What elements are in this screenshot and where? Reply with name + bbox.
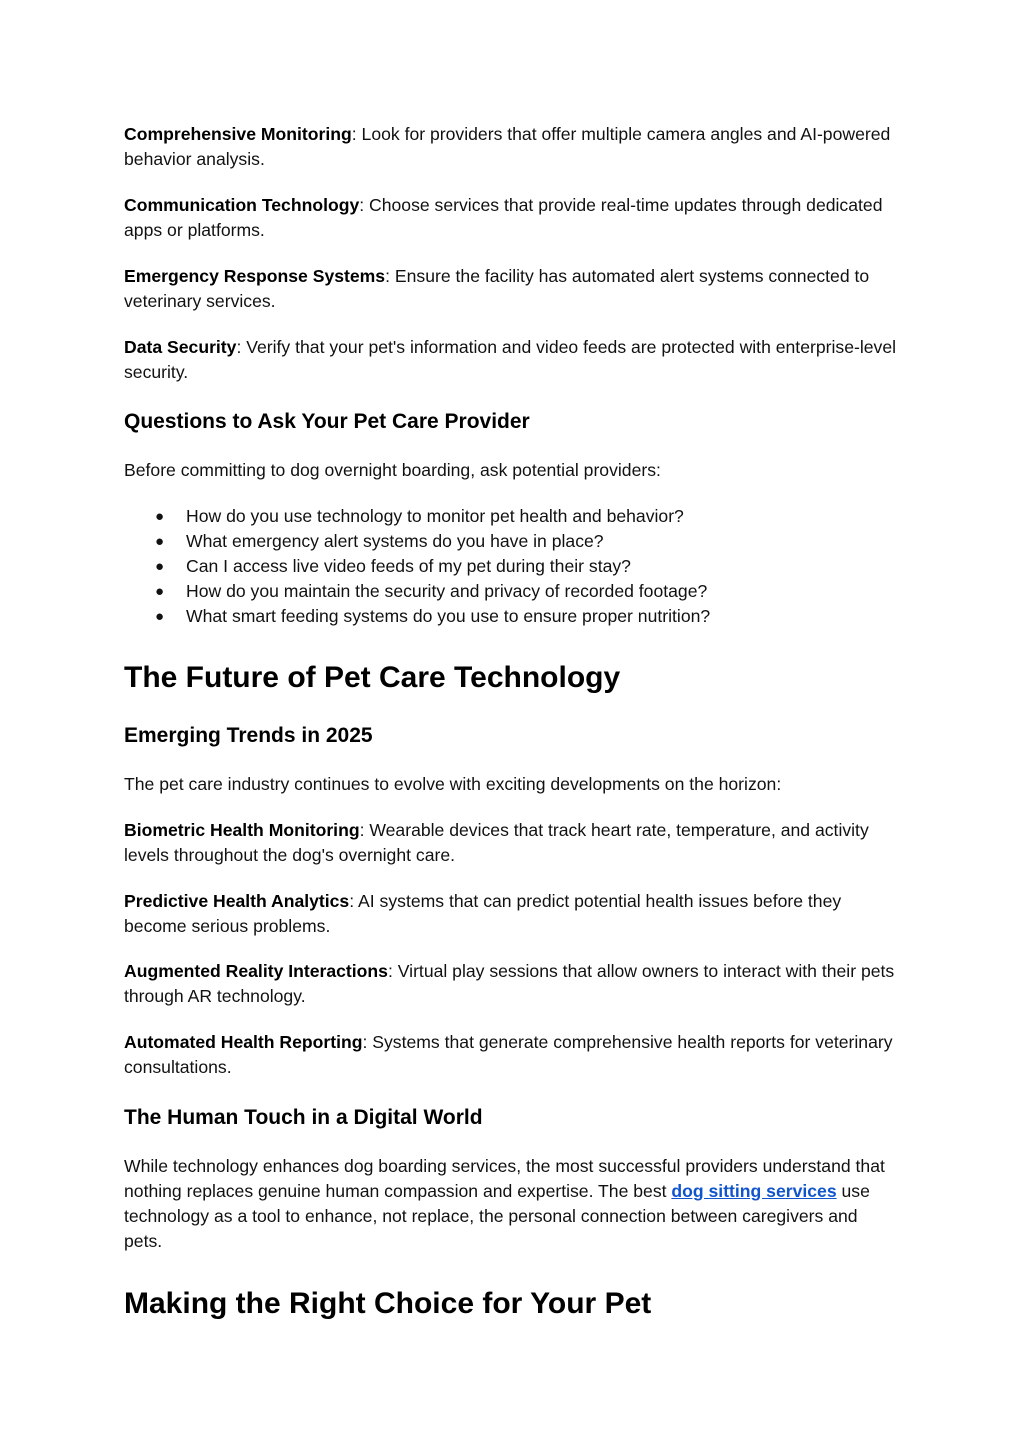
list-item: ● What smart feeding systems do you use to ensure proper nutrition? <box>124 604 900 629</box>
bullet-icon: ● <box>155 583 165 600</box>
feature-paragraph <box>124 264 900 314</box>
trend-description: : AI systems that can predict potential health issues before they become serious problems. <box>124 891 842 936</box>
questions-heading: Questions to Ask Your Pet Care Provider <box>124 410 530 433</box>
final-heading: Making the Right Choice for Your Pet <box>124 1287 652 1320</box>
feature-term: Comprehensive Monitoring <box>124 124 352 144</box>
feature-paragraph <box>124 335 900 385</box>
trend-paragraph <box>124 818 900 868</box>
bullet-icon: ● <box>155 533 165 550</box>
questions-list <box>124 504 900 629</box>
feature-description: : Look for providers that offer multiple camera angles and AI-powered behavior analysis. <box>124 124 891 169</box>
trend-paragraph <box>124 889 900 939</box>
feature-description: : Choose services that provide real-time updates through dedicated apps or platforms. <box>124 195 883 240</box>
feature-term: Emergency Response Systems <box>124 266 386 286</box>
human-touch-paragraph: While technology enhances dog boarding services, the most successful providers understand that nothing replaces genuine human compassion and expertise. The best dog sitting services use technology as a tool to enhance, not replace, the personal connection between caregivers and pets. <box>124 1156 885 1251</box>
trend-term: Augmented Reality Interactions <box>124 961 388 981</box>
list-item: ● How do you maintain the security and privacy of recorded footage? <box>124 579 900 604</box>
feature-paragraph <box>124 193 900 243</box>
trends-intro: The pet care industry continues to evolve with exciting developments on the horizon: <box>124 774 782 794</box>
trend-description: : Systems that generate comprehensive health reports for veterinary consultations. <box>124 1032 893 1077</box>
trend-paragraph <box>124 959 900 1009</box>
feature-paragraph <box>124 122 900 172</box>
list-item: ● Can I access live video feeds of my pet during their stay? <box>124 554 900 579</box>
bullet-icon: ● <box>155 608 165 625</box>
questions-intro: Before committing to dog overnight boarding, ask potential providers: <box>124 460 661 480</box>
bullet-icon: ● <box>155 558 165 575</box>
feature-description: : Verify that your pet's information and video feeds are protected with enterprise-level security. <box>124 337 897 382</box>
human-touch-heading: The Human Touch in a Digital World <box>124 1106 483 1129</box>
bullet-icon: ● <box>155 508 165 525</box>
trend-term: Automated Health Reporting <box>124 1032 363 1052</box>
trend-paragraph <box>124 1030 900 1080</box>
list-item: ● What emergency alert systems do you have in place? <box>124 529 900 554</box>
dog-sitting-services-link[interactable]: dog sitting services <box>671 1181 837 1201</box>
future-heading: The Future of Pet Care Technology <box>124 661 621 694</box>
trend-description: : Wearable devices that track heart rate, temperature, and activity levels throughout the dog's overnight care. <box>124 820 869 865</box>
trend-term: Predictive Health Analytics <box>124 891 350 911</box>
trend-description: : Virtual play sessions that allow owners to interact with their pets through AR technology. <box>124 961 895 1006</box>
feature-term: Data Security <box>124 337 237 357</box>
feature-term: Communication Technology <box>124 195 360 215</box>
list-item: ● How do you use technology to monitor pet health and behavior? <box>124 504 900 529</box>
trend-term: Biometric Health Monitoring <box>124 820 360 840</box>
feature-description: : Ensure the facility has automated alert systems connected to veterinary services. <box>124 266 870 311</box>
trends-heading: Emerging Trends in 2025 <box>124 724 373 747</box>
